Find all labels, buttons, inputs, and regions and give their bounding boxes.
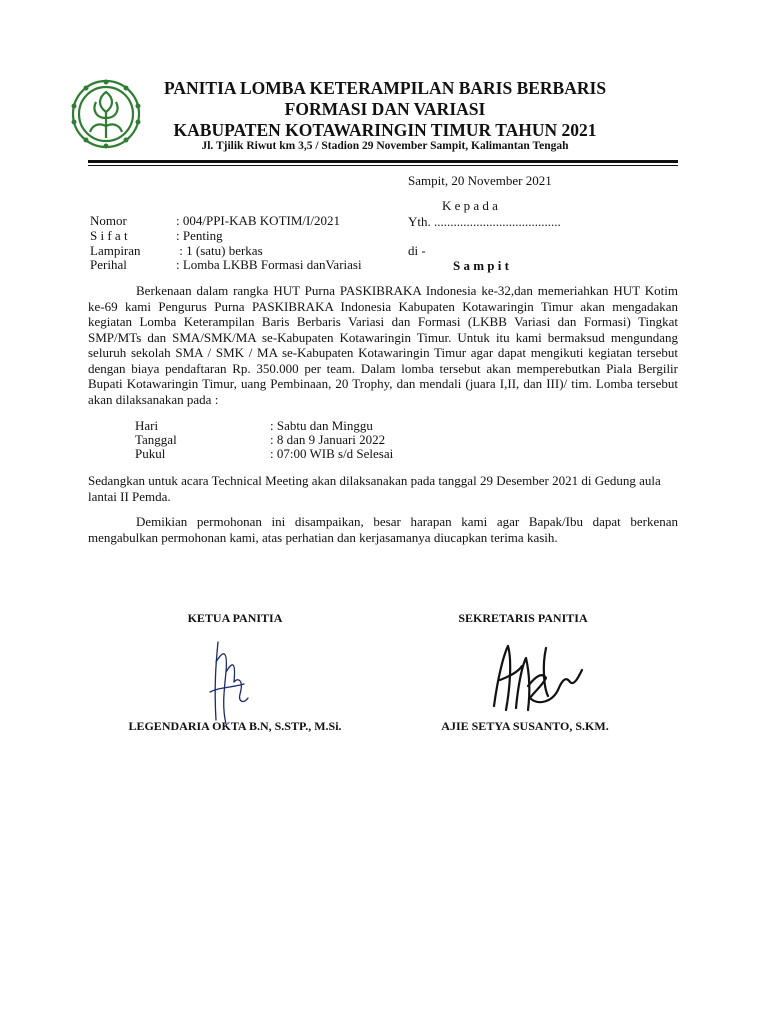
meta-label-nomor: Nomor bbox=[90, 213, 127, 228]
schedule-value-tanggal: : 8 dan 9 Januari 2022 bbox=[270, 432, 386, 447]
letterhead-line3: KABUPATEN KOTAWARINGIN TIMUR TAHUN 2021 bbox=[173, 120, 597, 140]
schedule-label-pukul: Pukul bbox=[135, 446, 166, 461]
signature-right-title: SEKRETARIS PANITIA bbox=[458, 611, 588, 625]
header-rule bbox=[88, 160, 678, 163]
date-line: Sampit, 20 November 2021 bbox=[408, 173, 552, 188]
body-paragraph-1: Berkenaan dalam rangka HUT Purna PASKIBRAKA Indonesia ke-32,dan memeriahkan HUT Kotim ke-69 kami Pengurus Purna PASKIBRAKA Indonesia Kabupaten Kotawaringin Timur akan mengadakan kegiatan Lomba Keterampilan Baris Berbaris Variasi dan Formasi (LKBB Variasi dan Formasi) Tingkat SMP/MTs dan SMA/SMK/MA se-Kabupaten Kotawaringin Timur. Untuk itu kami bermaksud mengundang seluruh sekolah SMA / SMK / MA se-Kabupaten Kotawaringin Timur agar dapat mengikuti kegiatan tersebut dengan biaya pendaftaran Rp. 350.000 per team. Dalam lomba tersebut akan memperebutkan Piala Bergilir Bupati Kotawaringin Timur, uang Pembinaan, 20 Trophy, dan mendali (juara I,II, dan III)/ tim. Lomba tersebut akan dilaksanakan pada : bbox=[88, 283, 678, 407]
signature-left-name: LEGENDARIA OKTA B.N, S.STP., M.Si. bbox=[128, 719, 342, 733]
schedule-label-hari: Hari bbox=[135, 418, 159, 433]
header-rule-thin bbox=[88, 165, 678, 166]
meta-label-sifat: S i f a t bbox=[90, 228, 128, 243]
recipient-kepada: K e p a d a bbox=[442, 198, 498, 213]
meta-value-perihal: : Lomba LKBB Formasi danVariasi bbox=[176, 257, 362, 272]
schedule-value-hari: : Sabtu dan Minggu bbox=[270, 418, 373, 433]
meta-value-nomor: : 004/PPI-KAB KOTIM/I/2021 bbox=[176, 213, 340, 228]
signature-left-handwriting bbox=[200, 632, 260, 732]
meta-value-lampiran: : 1 (satu) berkas bbox=[176, 243, 263, 258]
body-paragraph-3: Demikian permohonan ini disampaikan, besar harapan kami agar Bapak/Ibu dapat berkenan mengabulkan permohonan kami, atas perhatian dan kerjasamanya diucapkan terima kasih. bbox=[88, 514, 678, 545]
recipient-di: di - bbox=[408, 243, 426, 258]
letterhead-line1: PANITIA LOMBA KETERAMPILAN BARIS BERBARIS bbox=[163, 78, 607, 98]
schedule-label-tanggal: Tanggal bbox=[135, 432, 177, 447]
meta-label-lampiran: Lampiran bbox=[90, 243, 141, 258]
letterhead-line2: FORMASI DAN VARIASI bbox=[284, 99, 486, 119]
recipient-yth: Yth. ....................................... bbox=[408, 214, 561, 229]
schedule-value-pukul: : 07:00 WIB s/d Selesai bbox=[270, 446, 394, 461]
body-paragraph-2: Sedangkan untuk acara Technical Meeting akan dilaksanakan pada tanggal 29 Desember 2021 di Gedung aula lantai II Pemda. bbox=[88, 473, 661, 504]
signature-left-title: KETUA PANITIA bbox=[187, 611, 283, 625]
meta-label-perihal: Perihal bbox=[90, 257, 127, 272]
letterhead-address: Jl. Tjilik Riwut km 3,5 / Stadion 29 November Sampit, Kalimantan Tengah bbox=[201, 140, 569, 152]
garuda-flower-emblem-icon bbox=[68, 76, 144, 152]
signature-right-name: AJIE SETYA SUSANTO, S.KM. bbox=[441, 719, 609, 733]
recipient-city: S a m p i t bbox=[453, 258, 509, 273]
meta-value-sifat: : Penting bbox=[176, 228, 223, 243]
signature-right-handwriting bbox=[486, 636, 590, 716]
